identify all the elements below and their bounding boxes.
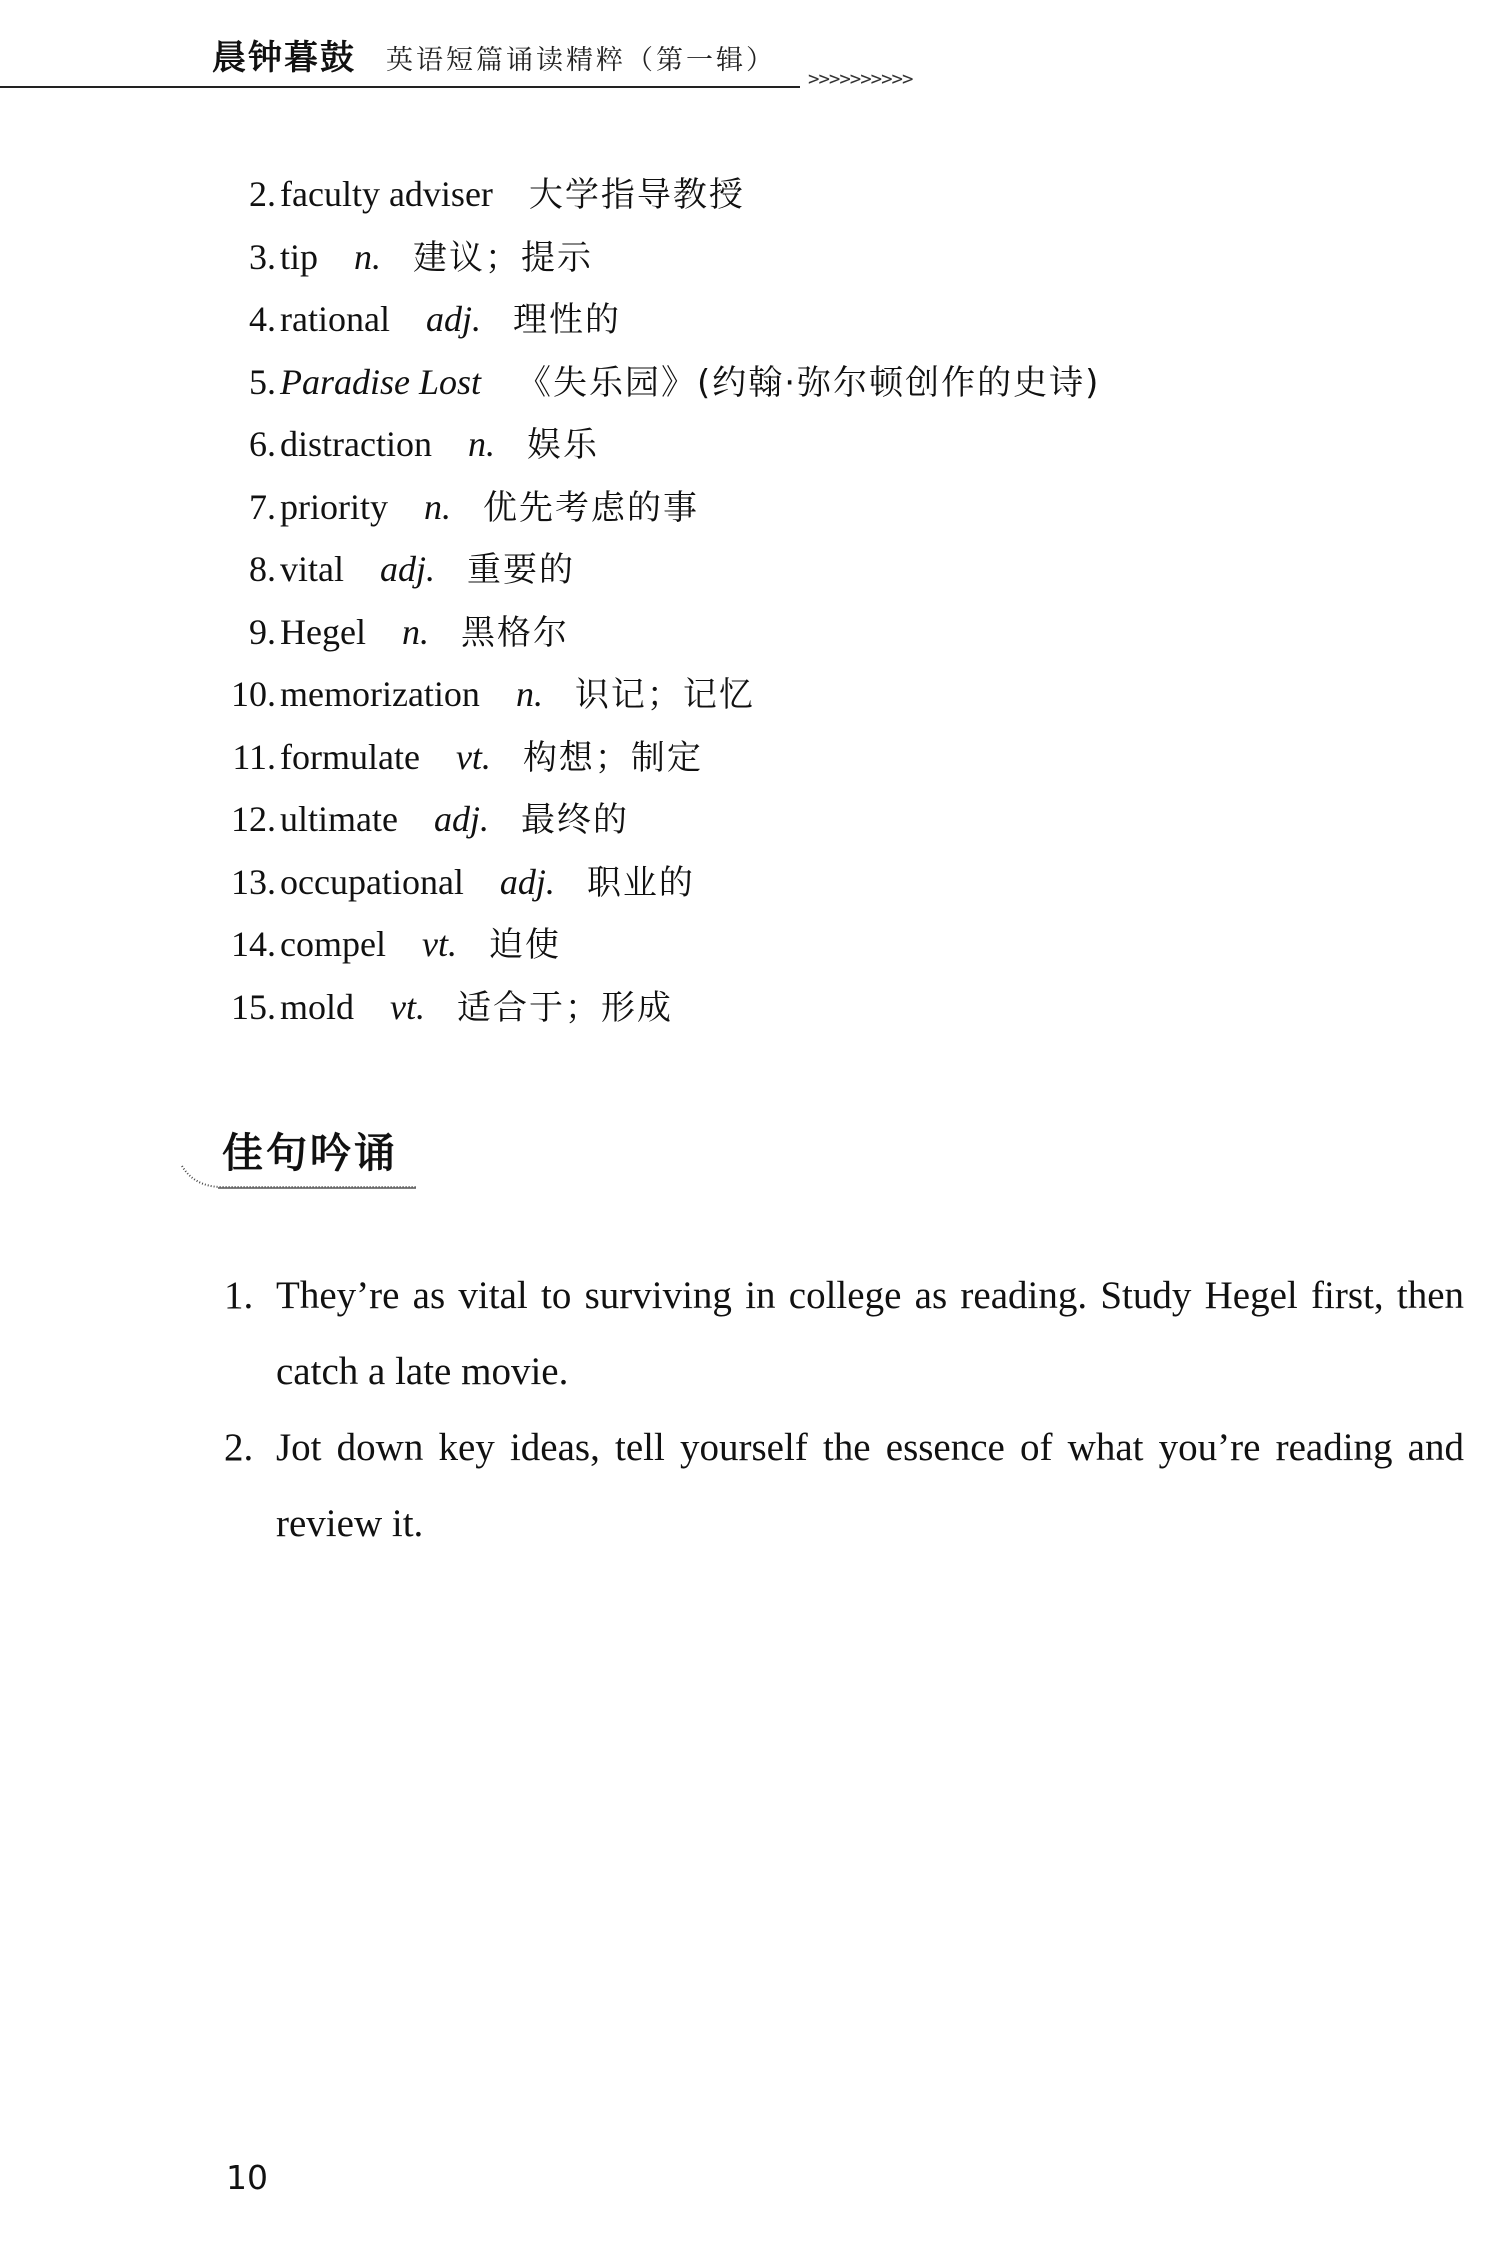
vocab-entry [280, 601, 569, 665]
vocab-chinese-gloss: 识记；记忆 [574, 675, 755, 715]
sentence-number: 2. [224, 1426, 254, 1469]
vocab-chinese-gloss: 建议；提示 [413, 237, 594, 278]
vocab-chinese-gloss: 娱乐 [526, 425, 599, 465]
vocab-part-of-speech: adj. [499, 861, 555, 902]
vocab-item [200, 351, 1350, 414]
vocab-term: distraction [280, 424, 432, 464]
vocab-entry [280, 851, 695, 915]
vocab-term: occupational [280, 861, 464, 902]
vocab-part-of-speech: vt. [455, 736, 491, 777]
vocab-term: memorization [280, 674, 480, 714]
vocab-number: 10. [231, 674, 276, 714]
section-heading: 佳句吟诵 [222, 1129, 398, 1177]
book-subtitle: 英语短篇诵读精粹（第一辑） [386, 45, 776, 76]
vocab-part-of-speech: n. [467, 424, 495, 464]
vocab-number: 6. [249, 424, 276, 464]
vocab-entry [280, 226, 593, 290]
vocab-item [200, 226, 1350, 289]
vocab-chinese-gloss: 适合于；形成 [457, 987, 673, 1028]
header-arrows: >>>>>>>>>> [808, 68, 913, 90]
vocab-term: Paradise Lost [280, 361, 482, 402]
vocab-term: Hegel [280, 611, 366, 652]
vocab-entry [280, 913, 561, 977]
vocab-item [200, 413, 1350, 476]
vocab-number: 11. [232, 736, 276, 777]
running-head [212, 30, 776, 80]
vocab-part-of-speech: n. [423, 486, 451, 527]
series-title: 晨钟暮鼓 [212, 38, 356, 78]
vocab-item [200, 788, 1350, 851]
sentence-number: 1. [224, 1274, 254, 1317]
vocab-number: 15. [231, 986, 276, 1027]
vocab-entry [280, 726, 703, 790]
vocab-number: 3. [249, 236, 276, 277]
vocab-part-of-speech: n. [401, 611, 429, 652]
vocab-chinese-gloss: 构想；制定 [522, 737, 703, 778]
vocab-chinese-gloss: 最终的 [520, 800, 629, 840]
vocab-entry [280, 476, 699, 540]
page-number: 10 [226, 2158, 268, 2197]
vocab-entry [280, 976, 673, 1040]
vocab-entry [280, 663, 755, 727]
vocab-term: mold [280, 986, 355, 1027]
vocab-chinese-gloss: 黑格尔 [460, 612, 569, 653]
vocab-entry [280, 413, 599, 477]
vocab-item [200, 288, 1350, 351]
vocab-part-of-speech: adj. [433, 799, 489, 839]
vocab-item [200, 913, 1350, 976]
section-swoosh-decoration [180, 1160, 420, 1194]
vocab-part-of-speech: n. [354, 236, 382, 277]
vocab-chinese-gloss: 大学指导教授 [528, 175, 745, 215]
vocab-term: compel [280, 924, 386, 964]
vocab-part-of-speech: n. [515, 674, 543, 714]
header-rule [0, 86, 800, 88]
vocab-item [200, 663, 1350, 726]
vocab-chinese-gloss: 《失乐园》(约翰·弥尔顿创作的史诗) [517, 362, 1101, 403]
sentence-item [218, 1410, 1464, 1562]
vocab-term: priority [280, 486, 388, 527]
vocab-number: 9. [249, 611, 276, 652]
vocab-term: formulate [280, 736, 420, 777]
vocab-number: 7. [249, 486, 276, 527]
vocab-entry [280, 538, 575, 602]
vocab-part-of-speech: adj. [425, 299, 481, 339]
vocab-number: 14. [231, 924, 276, 964]
vocab-item [200, 726, 1350, 789]
vocab-number: 12. [231, 799, 276, 839]
sentence-text: Jot down key ideas, tell yourself the essence of what you’re reading and review it. [276, 1426, 1464, 1545]
vocab-item [200, 976, 1350, 1039]
vocab-chinese-gloss: 重要的 [467, 550, 575, 590]
sentence-text: They’re as vital to surviving in college as reading. Study Hegel first, then catch a late movie. [276, 1274, 1464, 1393]
vocab-number: 2. [249, 174, 276, 214]
vocab-term: faculty adviser [280, 174, 493, 214]
vocab-part-of-speech: adj. [379, 549, 435, 589]
vocab-chinese-gloss: 迫使 [488, 925, 561, 965]
vocab-number: 4. [249, 299, 276, 339]
vocab-entry [280, 163, 745, 227]
vocab-entry [280, 288, 621, 352]
vocab-item [200, 601, 1350, 664]
vocab-number: 8. [249, 549, 276, 589]
vocab-entry [280, 351, 1100, 415]
vocab-chinese-gloss: 理性的 [512, 300, 621, 340]
vocab-item [200, 163, 1350, 226]
vocab-item [200, 538, 1350, 601]
vocab-chinese-gloss: 职业的 [586, 862, 695, 903]
vocab-item [200, 851, 1350, 914]
vocab-number: 13. [231, 861, 276, 902]
vocab-part-of-speech: vt. [390, 986, 425, 1027]
vocab-term: rational [280, 299, 390, 339]
vocab-entry [280, 788, 629, 852]
vocab-part-of-speech: vt. [421, 924, 457, 964]
vocab-item [200, 476, 1350, 539]
vocab-term: tip [280, 236, 319, 277]
sentence-list [218, 1258, 1464, 1562]
sentence-item [218, 1258, 1464, 1410]
vocab-term: ultimate [280, 799, 398, 839]
vocab-term: vital [280, 549, 344, 589]
vocab-number: 5. [249, 361, 276, 402]
vocabulary-list [200, 163, 1350, 1038]
vocab-chinese-gloss: 优先考虑的事 [482, 487, 699, 528]
